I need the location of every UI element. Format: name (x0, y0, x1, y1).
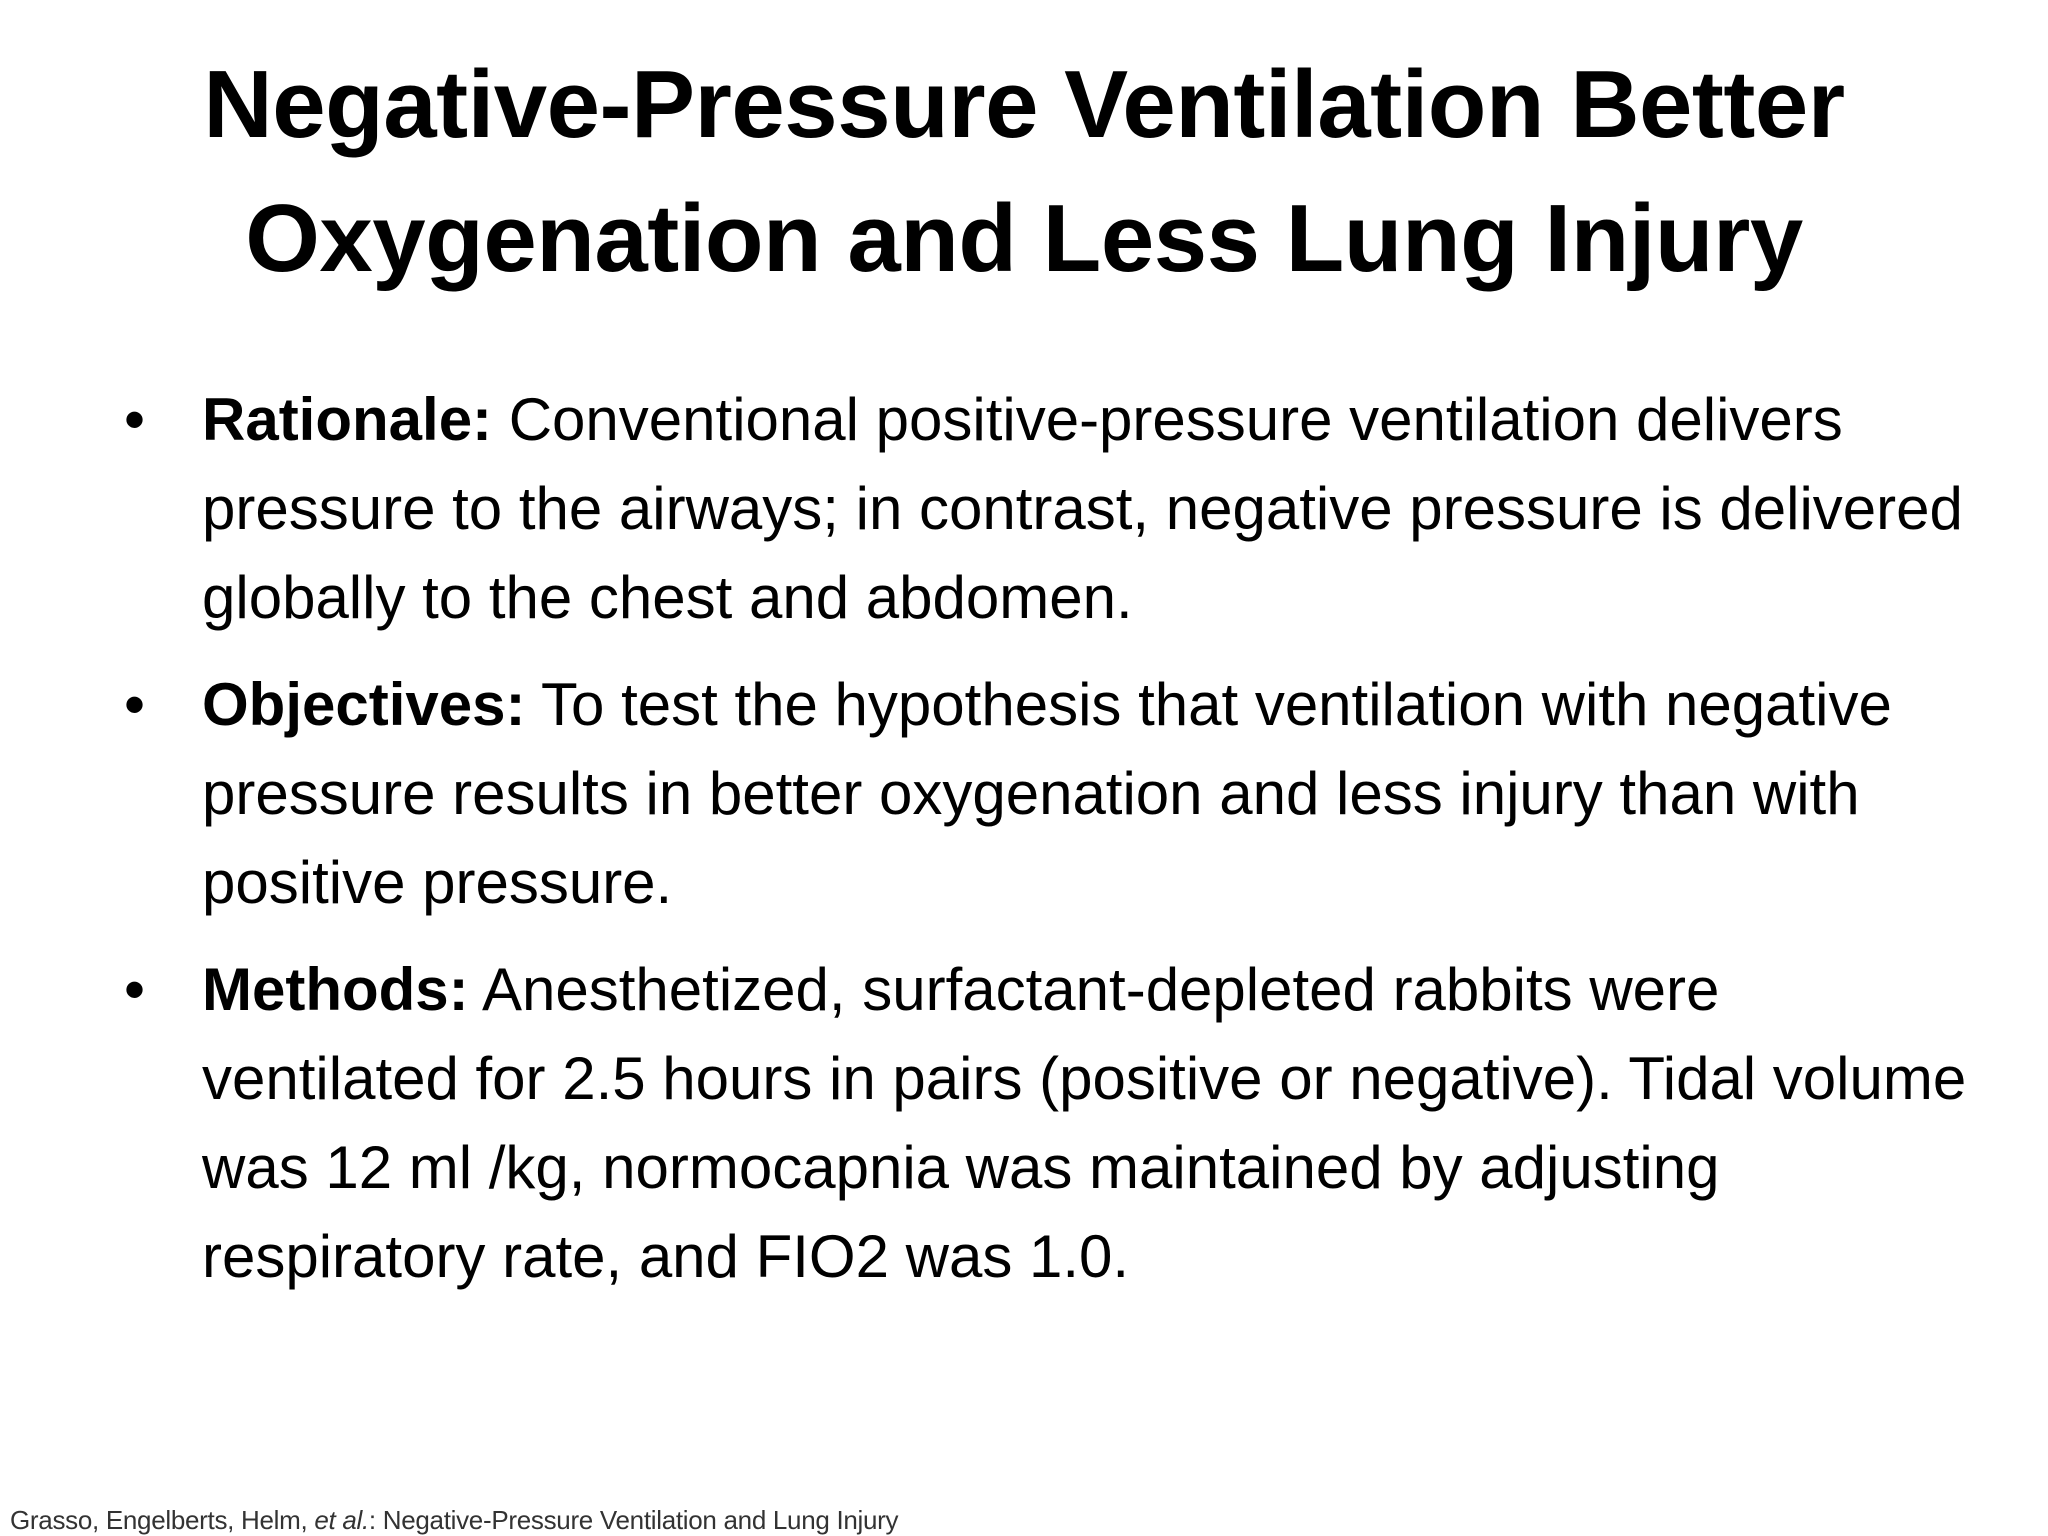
bullet-dot: • (124, 386, 146, 453)
bullet-text-objectives: To test the hypothesis that ventilation with negative pressure results in better oxygenation and less injury than with positive pressure. (202, 671, 1892, 916)
bullet-text-rationale: Conventional positive-pressure ventilation delivers pressure to the airways; in contrast, negative pressure is delivered globally to the chest and abdomen. (202, 386, 1963, 631)
bullet-list (120, 375, 1990, 1319)
slide-title-line-1: Negative-Pressure Ventilation Better (203, 51, 1845, 158)
citation-footer (10, 1504, 898, 1536)
citation-authors: Grasso, Engelberts, Helm, (10, 1505, 315, 1535)
bullet-text-methods: Anesthetized, surfactant-depleted rabbits were ventilated for 2.5 hours in pairs (positive or negative). Tidal volume was 12 ml /kg, normocapnia was maintained by adjusting respiratory rate, and FIO2 was 1.0. (202, 956, 1967, 1290)
bullet-dot: • (124, 671, 146, 738)
bullet-methods (120, 945, 1990, 1301)
citation-etal: et al. (314, 1505, 369, 1535)
slide-title-line-2: Oxygenation and Less Lung Injury (245, 185, 1803, 292)
bullet-rationale (120, 375, 1990, 642)
bullet-dot: • (124, 956, 146, 1023)
citation-title: : Negative-Pressure Ventilation and Lung Injury (368, 1505, 899, 1535)
bullet-label-objectives: Objectives: (202, 671, 526, 738)
slide-title (80, 38, 1968, 306)
bullet-label-rationale: Rationale: (202, 386, 493, 453)
bullet-objectives (120, 660, 1990, 927)
bullet-label-methods: Methods: (202, 956, 469, 1023)
